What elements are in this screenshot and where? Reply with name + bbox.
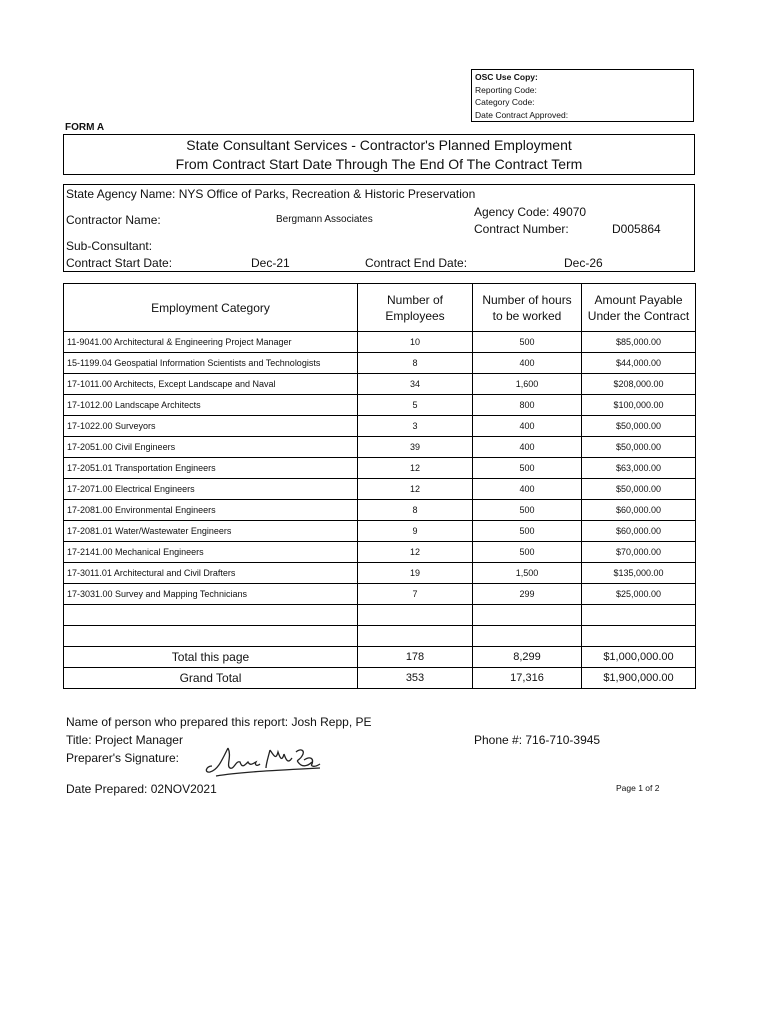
sub-consultant-label: Sub-Consultant: (66, 239, 153, 253)
cell-hours (473, 605, 582, 626)
cell-employees: 10 (358, 332, 473, 353)
cell-employees: 9 (358, 521, 473, 542)
cell-hours: 1,500 (473, 563, 582, 584)
cell-amount: $60,000.00 (582, 521, 696, 542)
phone-number: Phone #: 716-710-3945 (474, 733, 601, 747)
cell-amount (582, 626, 696, 647)
table-row (64, 542, 696, 563)
form-title (63, 134, 695, 175)
cell-amount: $100,000.00 (582, 395, 696, 416)
cell-employees: 12 (358, 458, 473, 479)
cell-hours: 400 (473, 416, 582, 437)
cell-category (64, 605, 358, 626)
date-contract-approved-label: Date Contract Approved: (475, 109, 569, 120)
cell-amount: $50,000.00 (582, 437, 696, 458)
cell-hours: 400 (473, 437, 582, 458)
cell-hours: 800 (473, 395, 582, 416)
cell-amount: $50,000.00 (582, 416, 696, 437)
table-row (64, 500, 696, 521)
category-code-label: Category Code: (475, 97, 535, 107)
cell-employees (358, 626, 473, 647)
cell-employees: 12 (358, 542, 473, 563)
cell-amount: $63,000.00 (582, 458, 696, 479)
cell-hours: 500 (473, 521, 582, 542)
cell-amount: $85,000.00 (582, 332, 696, 353)
cell-hours: 17,316 (473, 668, 582, 689)
contractor-label: Contractor Name: (66, 213, 161, 227)
cell-hours: 500 (473, 500, 582, 521)
date-prepared: Date Prepared: 02NOV2021 (66, 782, 217, 796)
cell-category: 17-2051.01 Transportation Engineers (64, 458, 358, 479)
cell-hours (473, 626, 582, 647)
handwritten-signature (200, 742, 330, 782)
table-row (64, 563, 696, 584)
cell-hours: 500 (473, 458, 582, 479)
page-number: Page 1 of 2 (616, 783, 660, 793)
cell-category: Total this page (64, 647, 358, 668)
cell-category: 15-1199.04 Geospatial Information Scientists and Technologists (64, 353, 358, 374)
form-label: FORM A (65, 122, 105, 133)
cell-category: 11-9041.00 Architectural & Engineering Project Manager (64, 332, 358, 353)
cell-employees: 178 (358, 647, 473, 668)
cell-hours: 500 (473, 542, 582, 563)
cell-employees: 8 (358, 500, 473, 521)
cell-amount: $1,900,000.00 (582, 668, 696, 689)
title-line-1: State Consultant Services - Contractor's Planned Employment (186, 137, 572, 153)
cell-category: 17-2081.01 Water/Wastewater Engineers (64, 521, 358, 542)
cell-hours: 299 (473, 584, 582, 605)
header-employment-category: Employment Category (64, 284, 358, 332)
cell-employees: 12 (358, 479, 473, 500)
grand-total-row (64, 668, 696, 689)
table-row (64, 332, 696, 353)
reporting-code-label: Reporting Code: (475, 84, 537, 95)
cell-category (64, 626, 358, 647)
empty-row (64, 605, 696, 626)
cell-category: 17-1011.00 Architects, Except Landscape and Naval (64, 374, 358, 395)
cell-amount: $50,000.00 (582, 479, 696, 500)
title-line-2: From Contract Start Date Through The End Of The Contract Term (175, 156, 583, 172)
cell-employees: 3 (358, 416, 473, 437)
cell-category: Grand Total (64, 668, 358, 689)
contract-end-label: Contract End Date: (365, 256, 468, 270)
cell-hours: 400 (473, 353, 582, 374)
table-row (64, 584, 696, 605)
cell-category: 17-1012.00 Landscape Architects (64, 395, 358, 416)
table-row (64, 416, 696, 437)
table-row (64, 374, 696, 395)
cell-hours: 8,299 (473, 647, 582, 668)
table-row (64, 395, 696, 416)
cell-employees: 34 (358, 374, 473, 395)
cell-hours: 500 (473, 332, 582, 353)
cell-employees: 7 (358, 584, 473, 605)
cell-amount: $70,000.00 (582, 542, 696, 563)
cell-employees: 5 (358, 395, 473, 416)
signature-label: Preparer's Signature: (66, 751, 180, 765)
cell-amount: $208,000.00 (582, 374, 696, 395)
preparer-title: Title: Project Manager (66, 733, 183, 747)
cell-category: 17-3031.00 Survey and Mapping Technicians (64, 584, 358, 605)
cell-amount: $44,000.00 (582, 353, 696, 374)
cell-category: 17-1022.00 Surveyors (64, 416, 358, 437)
table-row (64, 458, 696, 479)
cell-employees: 8 (358, 353, 473, 374)
cell-category: 17-2071.00 Electrical Engineers (64, 479, 358, 500)
cell-category: 17-3011.01 Architectural and Civil Drafters (64, 563, 358, 584)
empty-row (64, 626, 696, 647)
contract-number-label: Contract Number: (474, 222, 569, 236)
prepared-by: Name of person who prepared this report: Josh Repp, PE (66, 715, 372, 729)
table-row (64, 479, 696, 500)
cell-amount: $25,000.00 (582, 584, 696, 605)
header-number-of-employees: Number of Employees (358, 284, 473, 332)
cell-amount: $135,000.00 (582, 563, 696, 584)
cell-amount: $1,000,000.00 (582, 647, 696, 668)
table-row (64, 437, 696, 458)
employment-table (63, 283, 696, 689)
cell-hours: 400 (473, 479, 582, 500)
contract-number-value: D005864 (612, 222, 661, 236)
contract-info-box (63, 184, 695, 272)
osc-title: OSC Use Copy: (475, 72, 538, 82)
cell-category: 17-2081.00 Environmental Engineers (64, 500, 358, 521)
cell-category: 17-2141.00 Mechanical Engineers (64, 542, 358, 563)
header-hours-worked: Number of hours to be worked (473, 284, 582, 332)
contract-start-label: Contract Start Date: (66, 256, 173, 270)
agency-code: Agency Code: 49070 (474, 205, 587, 219)
contract-start-value: Dec-21 (251, 256, 290, 270)
cell-category: 17-2051.00 Civil Engineers (64, 437, 358, 458)
table-header-row (64, 284, 696, 332)
total-this-page-row (64, 647, 696, 668)
cell-hours: 1,600 (473, 374, 582, 395)
header-amount-payable: Amount Payable Under the Contract (582, 284, 696, 332)
cell-employees: 19 (358, 563, 473, 584)
cell-employees (358, 605, 473, 626)
contract-end-value: Dec-26 (564, 256, 603, 270)
contractor-value: Bergmann Associates (276, 214, 373, 225)
osc-use-copy-box (471, 69, 694, 122)
cell-amount (582, 605, 696, 626)
table-row (64, 521, 696, 542)
agency-name: State Agency Name: NYS Office of Parks, Recreation & Historic Preservation (66, 187, 476, 201)
cell-employees: 353 (358, 668, 473, 689)
table-row (64, 353, 696, 374)
cell-employees: 39 (358, 437, 473, 458)
cell-amount: $60,000.00 (582, 500, 696, 521)
